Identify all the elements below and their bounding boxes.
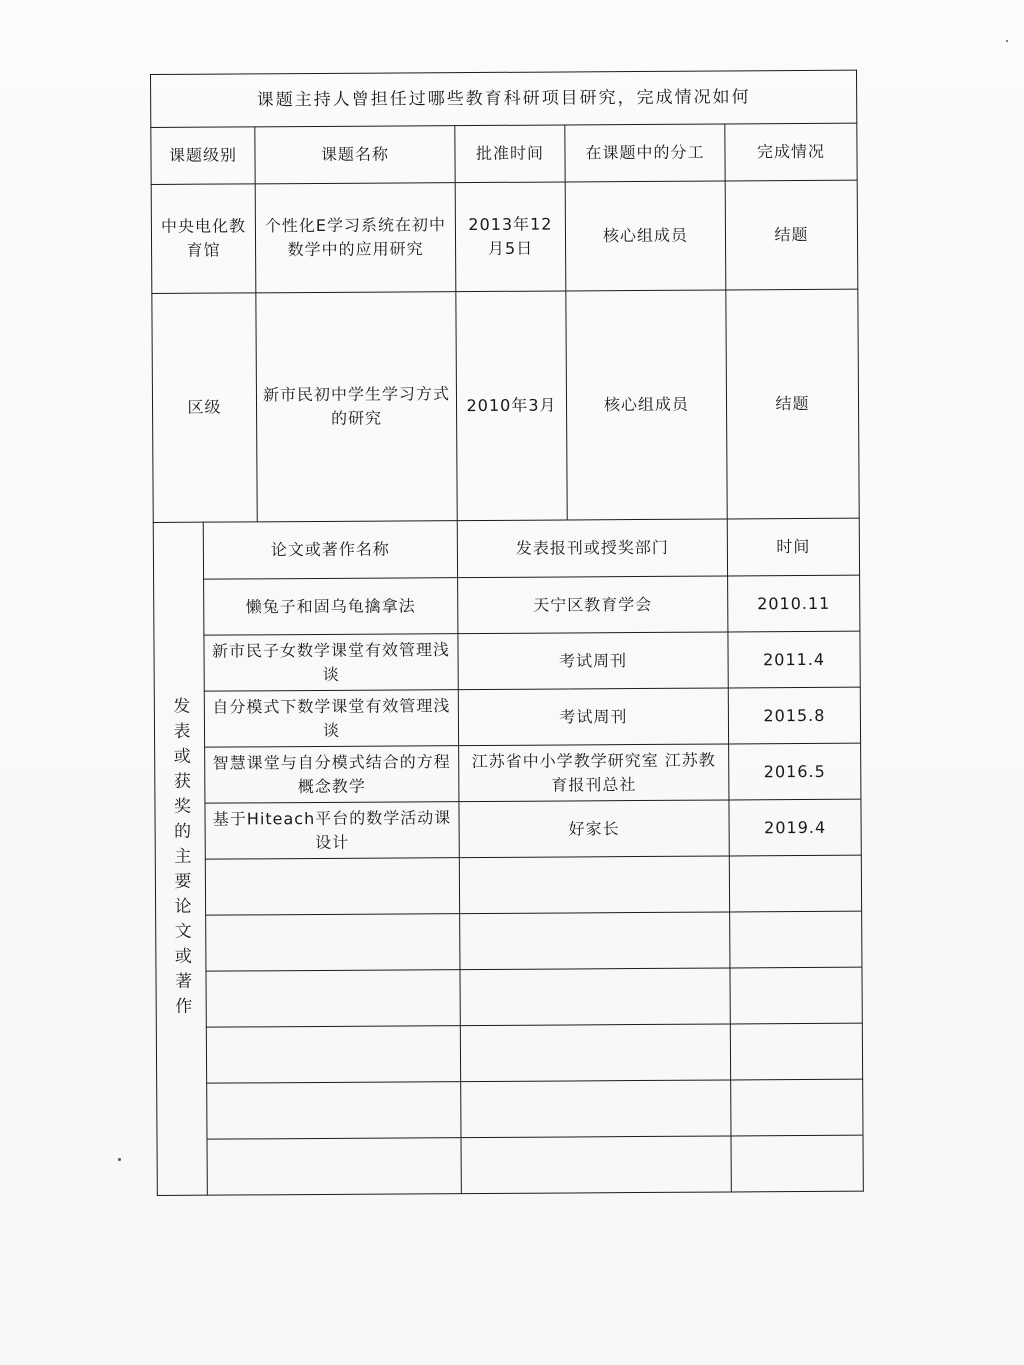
projects-header-row	[151, 123, 857, 184]
publication-publisher: 考试周刊	[458, 632, 728, 690]
research-table	[150, 70, 864, 1196]
publication-publisher: 江苏省中小学教学研究室 江苏教育报刊总社	[459, 744, 729, 802]
header-level: 课题级别	[151, 127, 255, 185]
publication-title: 基于Hiteach平台的数学活动课设计	[205, 802, 459, 860]
scan-speck	[118, 1158, 121, 1161]
blank-row	[156, 967, 862, 1027]
project-status: 结题	[725, 180, 858, 290]
publications-header-row	[153, 518, 859, 579]
section-title: 课题主持人曾担任过哪些教育科研项目研究，完成情况如何	[151, 70, 857, 127]
header-name: 课题名称	[255, 126, 455, 184]
project-date: 2013年12月5日	[455, 182, 566, 292]
project-row	[152, 289, 859, 522]
blank-row	[155, 855, 861, 915]
scan-speck	[1006, 40, 1008, 42]
publication-time: 2016.5	[729, 743, 861, 800]
publications-side-label: 发表或获奖的主要论文或著作	[153, 522, 207, 1195]
header-status: 完成情况	[725, 123, 857, 181]
title-row	[151, 70, 857, 127]
project-status: 结题	[726, 289, 859, 519]
publication-publisher: 天宁区教育学会	[458, 576, 728, 634]
publication-title: 新市民子女数学课堂有效管理浅谈	[204, 634, 458, 692]
publication-time: 2019.4	[729, 799, 861, 856]
blank-row	[157, 1135, 863, 1195]
project-name: 新市民初中学生学习方式的研究	[256, 292, 457, 522]
project-name: 个性化E学习系统在初中数学中的应用研究	[255, 183, 456, 293]
header-role: 在课题中的分工	[565, 124, 725, 182]
header-pub-title: 论文或著作名称	[203, 521, 457, 580]
project-level: 中央电化教育馆	[151, 184, 256, 294]
publication-time: 2010.11	[728, 575, 860, 632]
publication-row	[154, 575, 860, 635]
publication-row	[154, 687, 860, 747]
header-pub-time: 时间	[727, 518, 859, 576]
blank-row	[157, 1079, 863, 1139]
project-row	[151, 180, 858, 293]
blank-row	[156, 911, 862, 971]
publication-time: 2015.8	[728, 687, 860, 744]
project-role: 核心组成员	[566, 290, 727, 520]
research-form	[150, 70, 863, 1196]
project-level: 区级	[152, 293, 257, 523]
publication-title: 智慧课堂与自分模式结合的方程概念教学	[205, 746, 459, 804]
publication-title: 懒兔子和固乌龟擒拿法	[204, 578, 458, 636]
publication-title: 自分模式下数学课堂有效管理浅谈	[204, 690, 458, 748]
publication-row	[154, 631, 860, 691]
publication-time: 2011.4	[728, 631, 860, 688]
publication-publisher: 考试周刊	[458, 688, 728, 746]
publication-publisher: 好家长	[459, 800, 729, 858]
header-date: 批准时间	[455, 125, 565, 183]
project-role: 核心组成员	[565, 181, 726, 291]
publication-row	[155, 799, 861, 859]
header-pub-publisher: 发表报刊或授奖部门	[457, 519, 727, 578]
blank-row	[156, 1023, 862, 1083]
project-date: 2010年3月	[456, 291, 567, 521]
publication-row	[155, 743, 861, 803]
